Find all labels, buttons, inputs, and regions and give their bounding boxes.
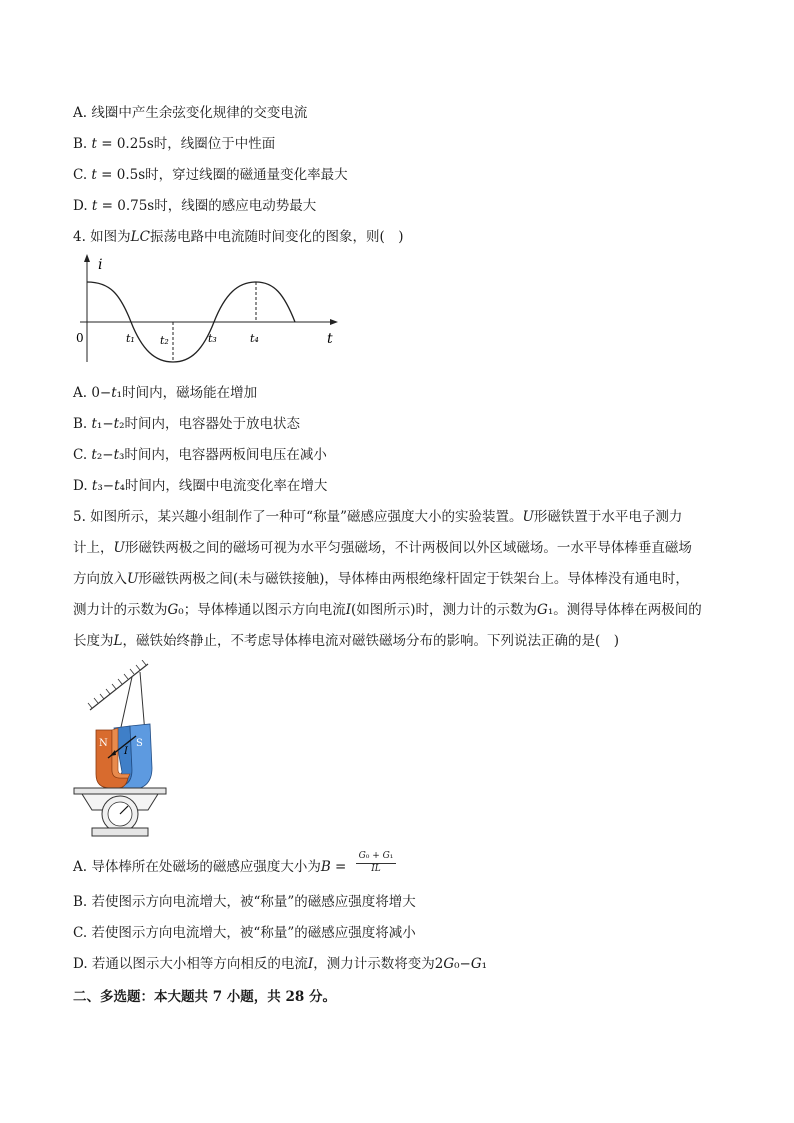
q3-option-d: D. 𝑡 = 0.75s时，线圈的感应电动势最大 [73, 198, 317, 214]
q4-option-c: C. 𝑡₂−𝑡₃时间内，电容器两板间电压在减小 [73, 447, 327, 463]
q5-stem-line: 方向放入𝑈形磁铁两极之间(未与磁铁接触)，导体棒由两根绝缘杆固定于铁架台上。导体棒没有通电时， [73, 571, 689, 587]
graph-y-label: i [98, 257, 103, 273]
q5-option-a: A. 导体棒所在处磁场的磁感应强度大小为𝐵 = [73, 859, 347, 875]
lc-current-graph [70, 252, 350, 372]
tick-t2: t₂ [160, 334, 169, 347]
magnet-north-label: N [99, 738, 108, 749]
q5-option-a-fraction [356, 851, 396, 875]
q4-stem: 4. 如图为𝐿𝐶振荡电路中电流随时间变化的图象，则( ) [73, 229, 404, 245]
magnet-scale-figure [70, 660, 170, 845]
q4-option-b: B. 𝑡₁−𝑡₂时间内，电容器处于放电状态 [73, 416, 300, 432]
q3-option-b: B. 𝑡 = 0.25s时，线圈位于中性面 [73, 136, 276, 152]
q5-option-b: B. 若使图示方向电流增大，被“称量”的磁感应强度将增大 [73, 894, 416, 910]
q5-stem-line: 长度为𝐿，磁铁始终静止，不考虑导体棒电流对磁铁磁场分布的影响。下列说法正确的是( ) [73, 633, 619, 649]
q5-stem-line: 5. 如图所示，某兴趣小组制作了一种可“称量”磁感应强度大小的实验装置。𝑈形磁铁置于水平电子测力 [73, 509, 683, 525]
fraction-denominator: IL [371, 864, 381, 874]
q4-option-d: D. 𝑡₃−𝑡₄时间内，线圈中电流变化率在增大 [73, 478, 328, 494]
magnet-south-label: S [136, 738, 143, 749]
tick-t3: t₃ [208, 332, 217, 345]
q3-option-a: A. 线圈中产生余弦变化规律的交变电流 [73, 105, 308, 121]
fraction-numerator: 𝐺₀ + 𝐺₁ [356, 851, 396, 864]
graph-x-label: t [327, 331, 333, 347]
q5-option-c: C. 若使图示方向电流增大，被“称量”的磁感应强度将减小 [73, 925, 416, 941]
q5-stem [73, 502, 723, 657]
q5-stem-line: 计上，𝑈形磁铁两极之间的磁场可视为水平匀强磁场，不计两极间以外区域磁场。一水平导体棒垂直磁场 [73, 540, 692, 556]
section-heading: 二、多选题：本大题共 7 小题，共 28 分。 [73, 989, 336, 1005]
graph-origin: 0 [76, 331, 84, 345]
q4-option-a: A. 0−𝑡₁时间内，磁场能在增加 [73, 385, 258, 401]
q5-option-d: D. 若通以图示大小相等方向相反的电流𝐼，测力计示数将变为2𝐺₀−𝐺₁ [73, 956, 488, 972]
tick-t4: t₄ [250, 332, 259, 345]
q5-stem-line: 测力计的示数为𝐺₀；导体棒通以图示方向电流𝐼(如图所示)时，测力计的示数为𝐺₁。测得导体棒在两极间的 [73, 602, 702, 618]
q3-option-c: C. 𝑡 = 0.5s时，穿过线圈的磁通量变化率最大 [73, 167, 348, 183]
tick-t1: t₁ [126, 332, 135, 345]
current-label: I [124, 746, 128, 757]
